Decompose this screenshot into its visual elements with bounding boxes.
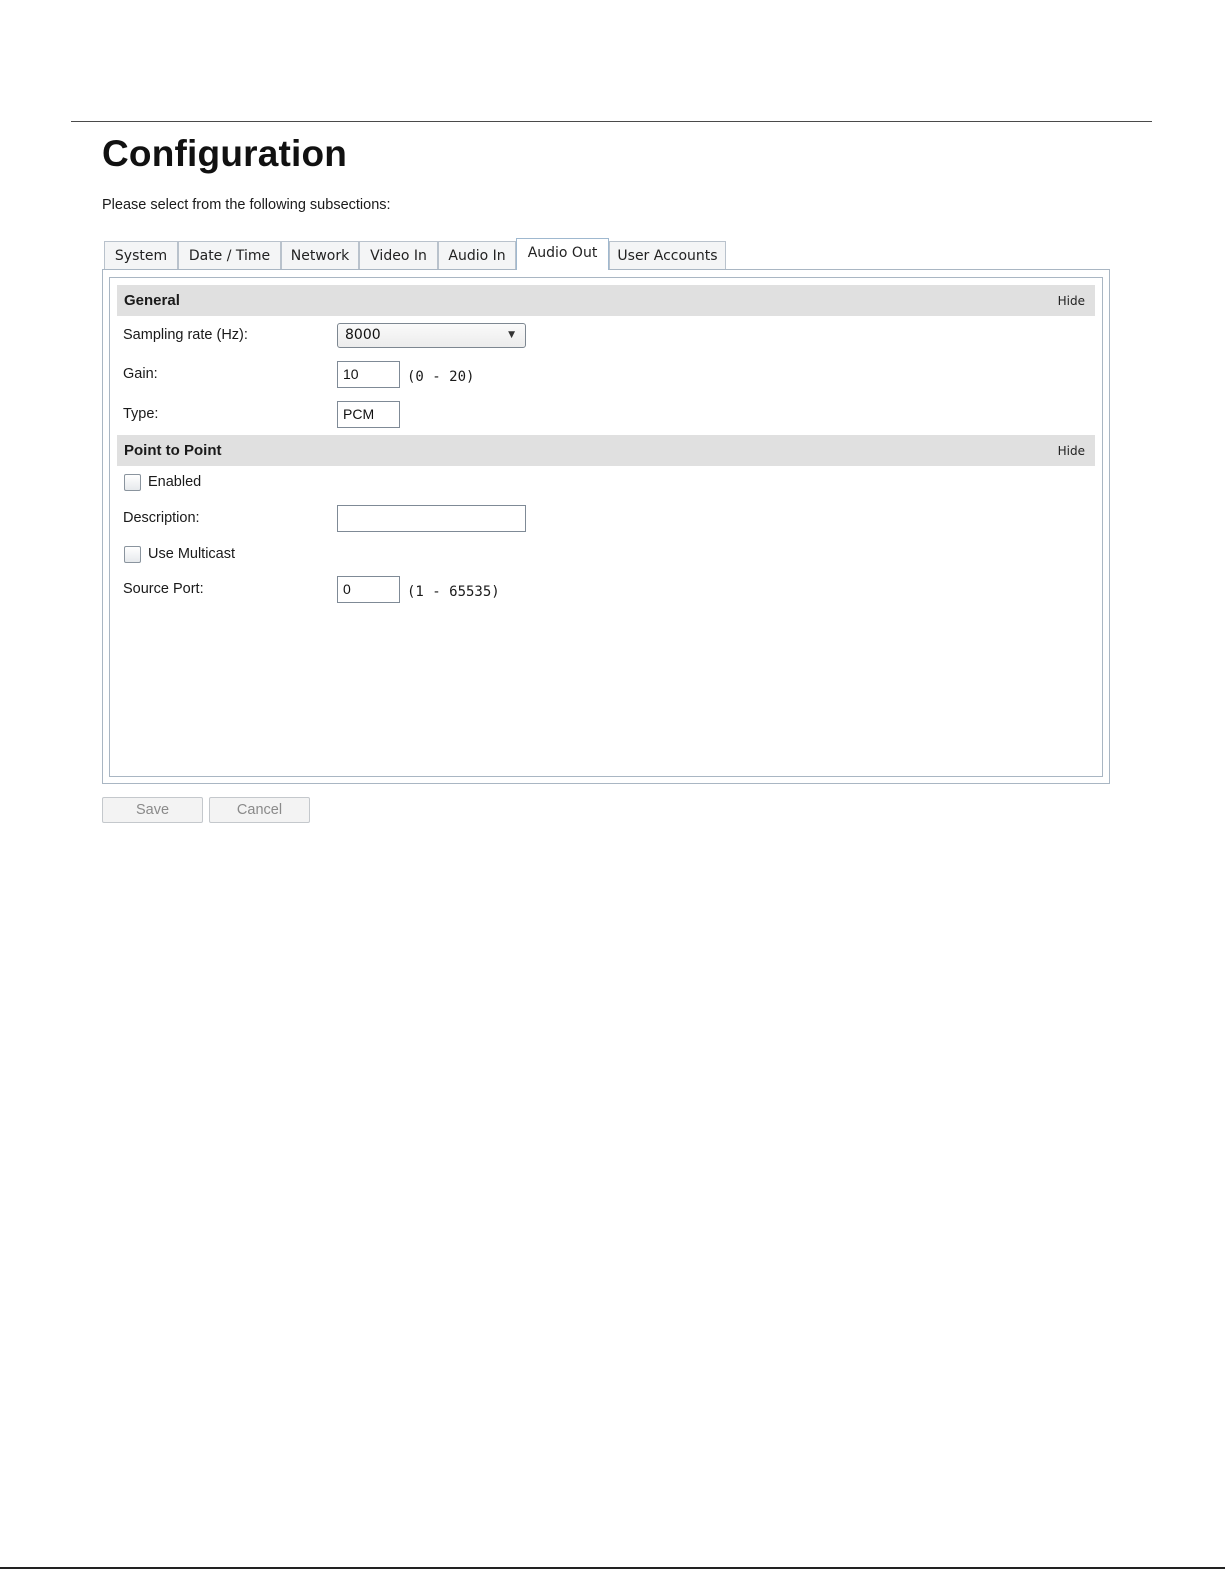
tab-date-time[interactable]: Date / Time — [178, 241, 281, 269]
general-hide-link[interactable]: Hide — [1057, 294, 1085, 308]
cancel-button[interactable]: Cancel — [209, 797, 310, 823]
description-label: Description: — [123, 510, 200, 526]
enabled-label[interactable]: Enabled — [148, 474, 202, 490]
tab-network[interactable]: Network — [281, 241, 359, 269]
tab-audio-out[interactable]: Audio Out — [516, 238, 609, 270]
source-port-input[interactable]: 0 — [337, 576, 400, 603]
general-section-header — [117, 285, 1095, 316]
tab-audio-in[interactable]: Audio In — [438, 241, 516, 269]
use-multicast-checkbox[interactable] — [124, 546, 141, 563]
enabled-checkbox[interactable] — [124, 474, 141, 491]
gain-input[interactable]: 10 — [337, 361, 400, 388]
point-to-point-section-header — [117, 435, 1095, 466]
type-label: Type: — [123, 406, 159, 422]
sampling-rate-value: 8000 — [345, 327, 381, 343]
general-section-title: General — [124, 292, 180, 309]
tab-user-accounts[interactable]: User Accounts — [609, 241, 726, 269]
use-multicast-label[interactable]: Use Multicast — [148, 546, 236, 562]
header-divider — [71, 121, 1152, 122]
save-button[interactable]: Save — [102, 797, 203, 823]
description-input[interactable] — [337, 505, 526, 532]
tab-panel-content — [109, 277, 1103, 777]
sampling-rate-select[interactable] — [337, 323, 526, 348]
tab-video-in[interactable]: Video In — [359, 241, 438, 269]
chevron-down-icon: ▼ — [508, 330, 515, 340]
sampling-rate-label: Sampling rate (Hz): — [123, 327, 248, 343]
intro-text: Please select from the following subsections: — [102, 197, 391, 213]
tab-panel — [102, 269, 1110, 784]
page-title: Configuration — [102, 133, 348, 174]
gain-range-hint: (0 - 20) — [407, 369, 475, 385]
source-port-label: Source Port: — [123, 581, 204, 597]
footer-divider — [0, 1567, 1225, 1569]
source-port-range-hint: (1 - 65535) — [407, 584, 500, 600]
point-to-point-section-title: Point to Point — [124, 442, 222, 459]
type-input[interactable]: PCM — [337, 401, 400, 428]
gain-label: Gain: — [123, 366, 158, 382]
point-to-point-hide-link[interactable]: Hide — [1057, 444, 1085, 458]
tab-system[interactable]: System — [104, 241, 178, 269]
